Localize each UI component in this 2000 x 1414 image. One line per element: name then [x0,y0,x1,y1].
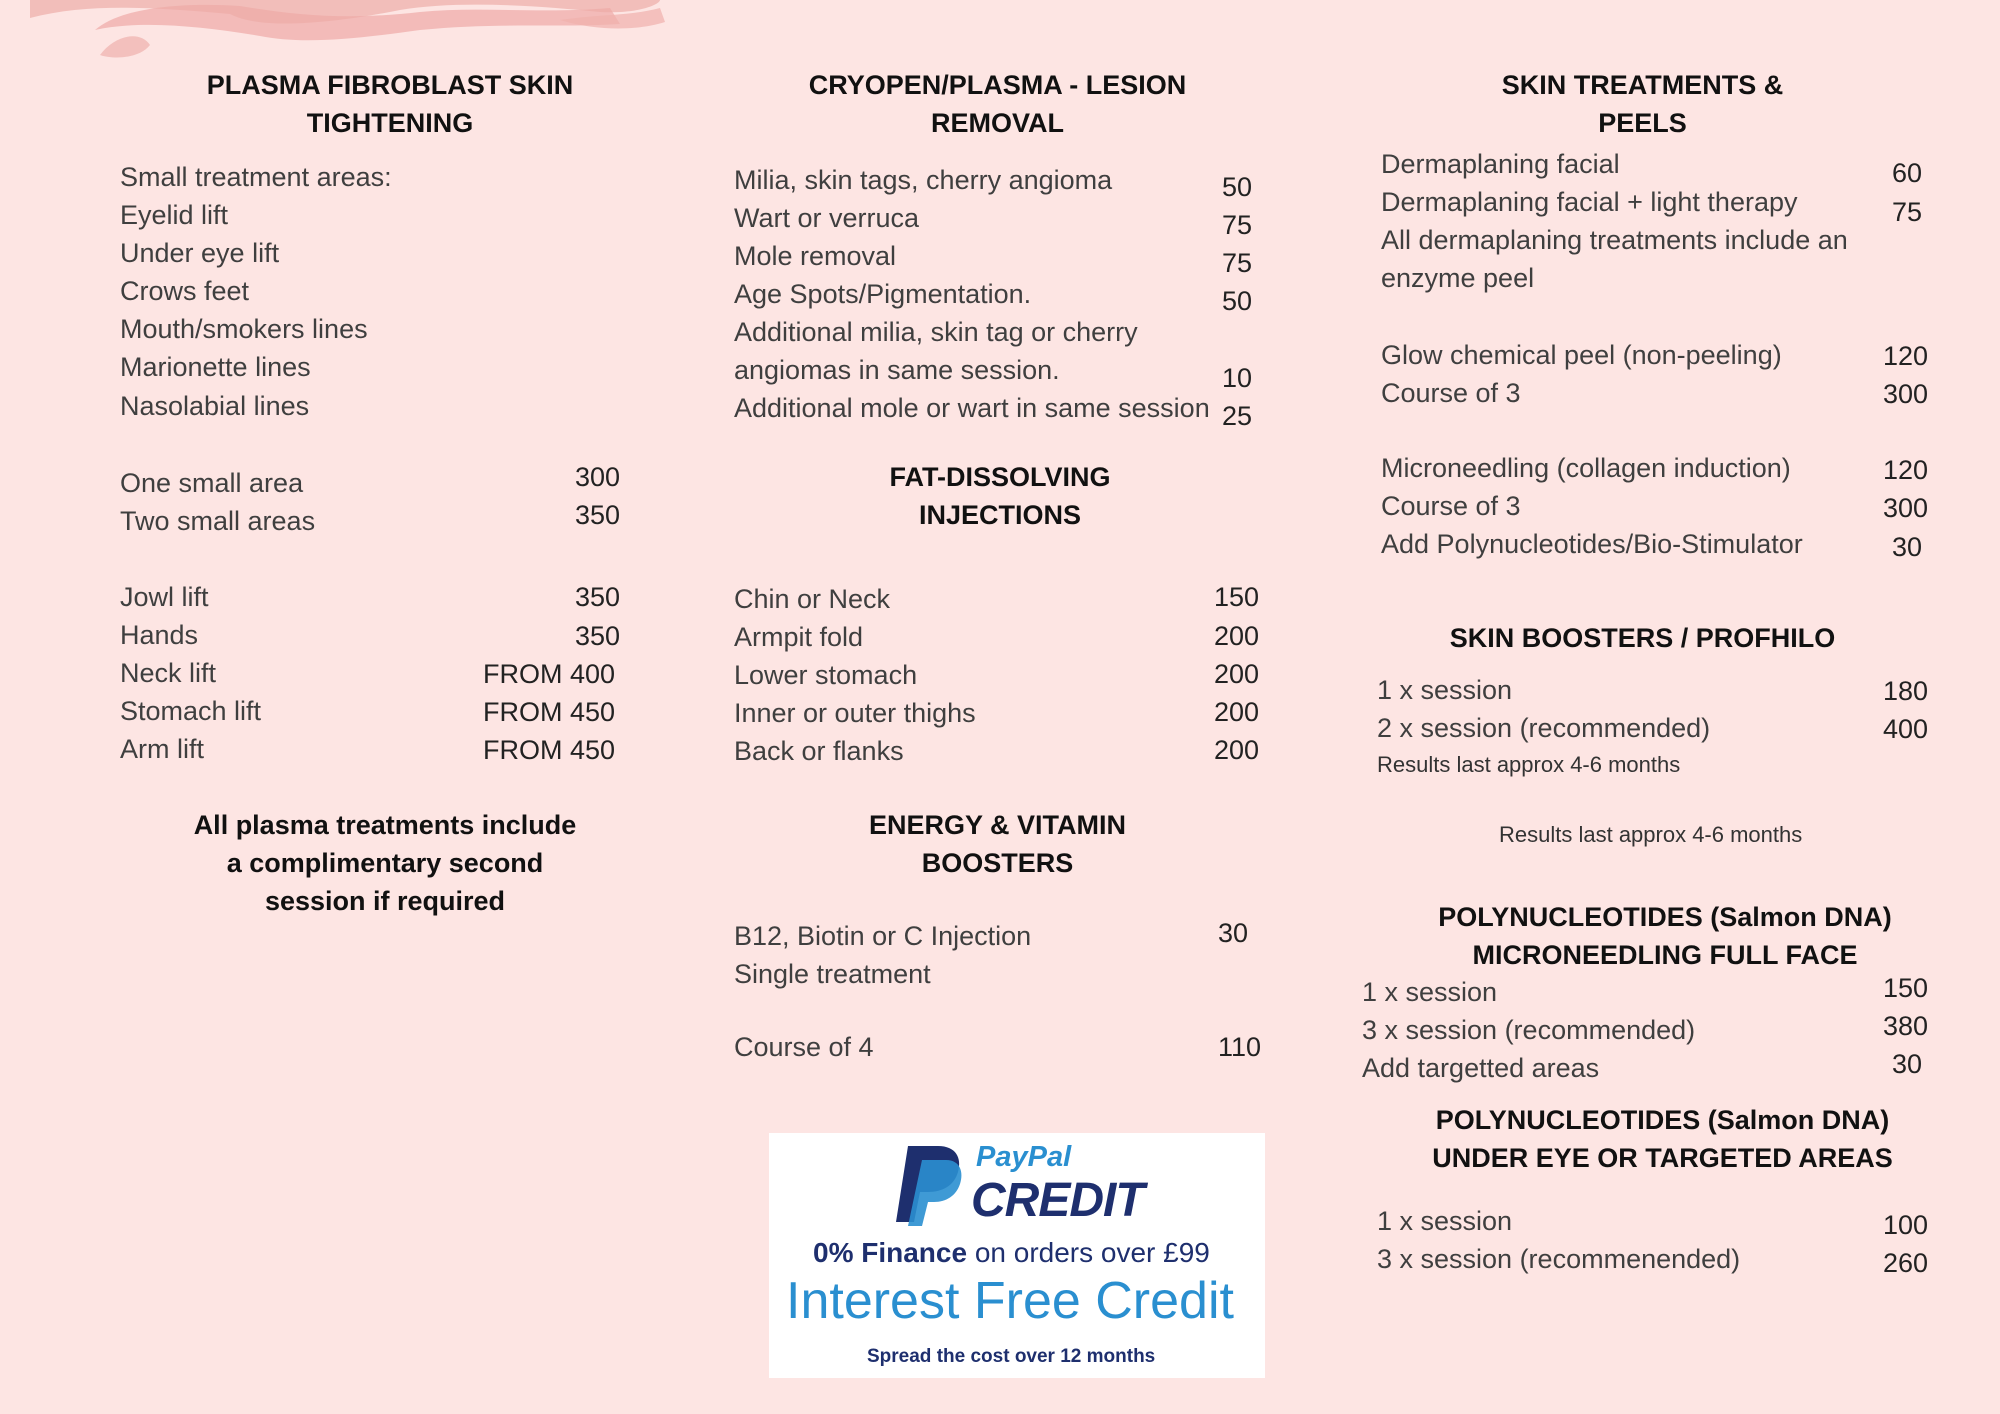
price-label: Milia, skin tags, cherry angioma [734,165,1113,195]
price-label: Lower stomach [734,660,918,690]
price-label: Add Polynucleotides/Bio-Stimulator [1381,529,1803,559]
results-note: Results last approx 4-6 months [1499,822,1803,847]
price-label: B12, Biotin or C Injection [734,921,1032,951]
small-area-item: Marionette lines [120,352,311,382]
price-value: 200 [1214,621,1260,651]
price-value: 200 [1214,735,1260,765]
price-value: 300 [1883,493,1929,523]
price-value: 110 [1218,1032,1262,1062]
price-value: FROM 400 [483,659,616,689]
price-value: 350 [575,500,621,530]
price-label: Inner or outer thighs [734,698,976,728]
price-label: Two small areas [120,506,316,536]
price-value: FROM 450 [483,697,616,727]
spread-cost-text: Spread the cost over 12 months [867,1346,1156,1367]
energy-boosters-title: ENERGY & VITAMIN BOOSTERS [868,810,1127,878]
price-label: One small area [120,468,304,498]
price-label: Arm lift [120,734,204,764]
price-value: 120 [1883,455,1929,485]
price-label: Add targetted areas [1362,1053,1600,1083]
price-label: Single treatment [734,959,931,989]
small-areas-label: Small treatment areas: [120,162,392,192]
price-label: Microneedling (collagen induction) [1381,453,1791,483]
price-value: 350 [575,621,621,651]
price-label: Chin or Neck [734,584,891,614]
price-label: Back or flanks [734,736,904,766]
price-label: Armpit fold [734,622,864,652]
lesion-removal-title: CRYOPEN/PLASMA - LESION REMOVAL [808,70,1187,138]
price-value: 150 [1883,973,1929,1003]
price-value: 200 [1214,697,1260,727]
pink-splash-decoration [0,0,670,70]
finance-rest: on orders over £99 [967,1237,1210,1268]
finance-bold: 0% Finance [813,1237,968,1268]
price-value: 25 [1222,401,1253,431]
price-value: 120 [1883,341,1929,371]
small-area-item: Under eye lift [120,238,280,268]
price-value: 400 [1883,714,1929,744]
price-value: 380 [1883,1011,1929,1041]
price-value: 200 [1214,659,1260,689]
price-value: 260 [1883,1248,1929,1278]
price-label: angiomas in same session. [734,355,1060,385]
price-value: 60 [1892,158,1923,188]
small-area-item: Nasolabial lines [120,391,310,421]
price-label: Dermaplaning facial [1381,149,1620,179]
price-label: Glow chemical peel (non-peeling) [1381,340,1782,370]
price-value: 30 [1218,918,1249,948]
skin-boosters-title: SKIN BOOSTERS / PROFHILO [1449,623,1836,653]
price-label: Course of 3 [1381,491,1521,521]
skin-treatments-title: SKIN TREATMENTS & PEELS [1501,70,1784,138]
small-area-item: Crows feet [120,276,250,306]
price-label: Jowl lift [120,582,209,612]
paypal-credit-banner [769,1133,1265,1378]
plasma-fibroblast-title: PLASMA FIBROBLAST SKIN TIGHTENING [206,70,574,138]
price-label: Wart or verruca [734,203,920,233]
price-label: Stomach lift [120,696,262,726]
results-note: Results last approx 4-6 months [1377,752,1681,777]
price-value: 75 [1222,248,1253,278]
price-label: Additional mole or wart in same session [734,393,1210,423]
price-label: 2 x session (recommended) [1377,713,1711,743]
price-value: 150 [1214,582,1260,612]
price-value: 50 [1222,286,1253,316]
price-value: 30 [1892,1049,1923,1079]
polynucleotides-full-face-title: POLYNUCLEOTIDES (Salmon DNA) MICRONEEDLING FULL FACE [1438,902,1892,970]
price-label: Neck lift [120,658,217,688]
interest-free-text: Interest Free Credit [786,1272,1234,1330]
price-label: enzyme peel [1381,263,1535,293]
price-value: 50 [1222,172,1253,202]
fat-dissolving-title: FAT-DISSOLVING INJECTIONS [889,462,1111,530]
price-label: Additional milia, skin tag or cherry [734,317,1138,347]
price-value: 180 [1883,676,1929,706]
small-area-item: Eyelid lift [120,200,229,230]
price-label: Age Spots/Pigmentation. [734,279,1032,309]
plasma-note: All plasma treatments include a complimentary second session if required [193,810,577,916]
paypal-brand-text: PayPal [976,1141,1072,1173]
price-label: 1 x session [1362,977,1498,1007]
price-value: FROM 450 [483,735,616,765]
price-label: 3 x session (recommended) [1362,1015,1696,1045]
small-area-item: Mouth/smokers lines [120,314,368,344]
finance-line [813,1237,1210,1269]
price-label: Hands [120,620,199,650]
paypal-logo-icon [894,1144,964,1226]
price-label: All dermaplaning treatments include an [1381,225,1848,255]
price-value: 75 [1892,197,1923,227]
price-label: 1 x session [1377,675,1513,705]
price-label: 3 x session (recommenended) [1377,1244,1741,1274]
price-value: 10 [1222,363,1253,393]
price-label: Course of 4 [734,1032,874,1062]
price-value: 100 [1883,1210,1929,1240]
price-value: 300 [1883,379,1929,409]
price-label: Dermaplaning facial + light therapy [1381,187,1798,217]
price-label: 1 x session [1377,1206,1513,1236]
price-value: 75 [1222,210,1253,240]
price-label: Mole removal [734,241,897,271]
price-label: Course of 3 [1381,378,1521,408]
price-value: 300 [575,462,621,492]
price-value: 30 [1892,532,1923,562]
polynucleotides-under-eye-title: POLYNUCLEOTIDES (Salmon DNA) UNDER EYE OR TARGETED AREAS [1432,1105,1893,1173]
price-value: 350 [575,582,621,612]
paypal-credit-text: CREDIT [971,1174,1144,1227]
